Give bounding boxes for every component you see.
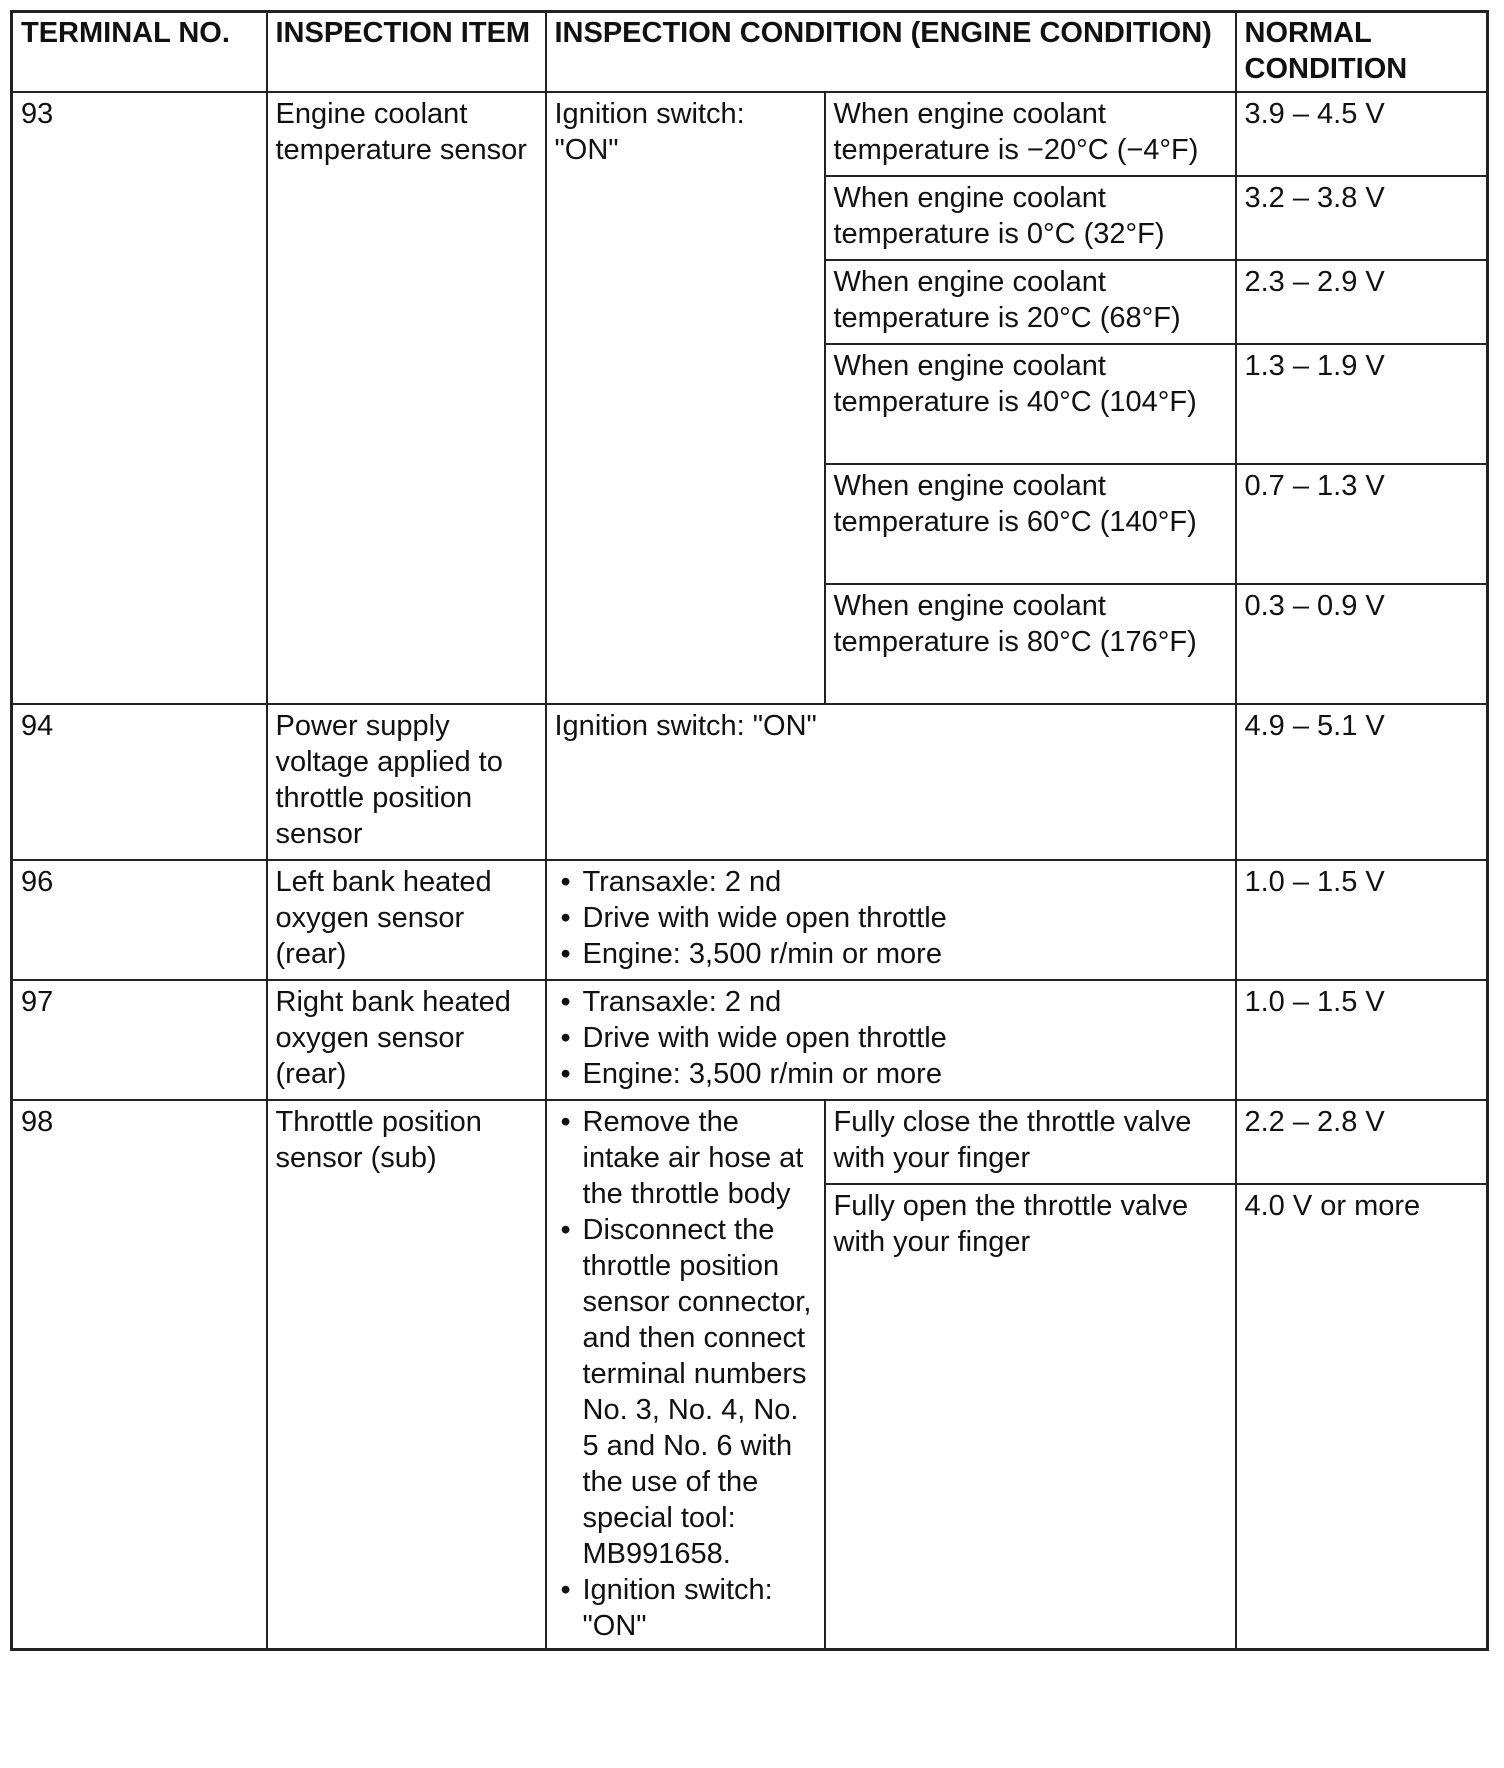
item-cell: Power supply voltage applied to throttle position sensor <box>267 704 546 860</box>
condition-bullet-list <box>555 1104 816 1644</box>
condition-bullet: • Transaxle: 2 nd <box>583 864 1227 900</box>
table-row <box>12 1100 1488 1184</box>
header-inspection-condition: INSPECTION CONDITION (ENGINE CONDITION) <box>546 12 1236 93</box>
normal-cell: 0.7 – 1.3 V <box>1236 464 1488 584</box>
table-row <box>12 704 1488 860</box>
condition-cell <box>546 860 1236 980</box>
normal-cell: 1.3 – 1.9 V <box>1236 344 1488 464</box>
condition-bullet: • Disconnect the throttle position sensor connector, and then connect terminal numbers No. 3, No. 4, No. 5 and No. 6 with the use of the special tool: MB991658. <box>583 1212 816 1572</box>
table-row <box>12 92 1488 176</box>
condition-bullet: • Drive with wide open throttle <box>583 1020 1227 1056</box>
inspection-sheet <box>10 10 1486 1651</box>
item-cell: Engine coolant temperature sensor <box>267 92 546 704</box>
header-normal-condition: NORMAL CONDITION <box>1236 12 1488 93</box>
condition-bullet-list <box>555 864 1227 972</box>
sub-condition-cell: When engine coolant temperature is 20°C (68°F) <box>825 260 1236 344</box>
normal-cell: 3.9 – 4.5 V <box>1236 92 1488 176</box>
condition-cell: Ignition switch: "ON" <box>546 704 1236 860</box>
condition-cell <box>546 980 1236 1100</box>
sub-condition-cell: Fully close the throttle valve with your finger <box>825 1100 1236 1184</box>
sub-condition-cell: When engine coolant temperature is 0°C (32°F) <box>825 176 1236 260</box>
condition-cell <box>546 1100 825 1650</box>
item-cell: Right bank heated oxygen sensor (rear) <box>267 980 546 1100</box>
normal-cell: 0.3 – 0.9 V <box>1236 584 1488 704</box>
sub-condition-cell: When engine coolant temperature is 40°C (104°F) <box>825 344 1236 464</box>
condition-cell: Ignition switch: "ON" <box>546 92 825 704</box>
terminal-cell: 97 <box>12 980 267 1100</box>
condition-bullet: • Engine: 3,500 r/min or more <box>583 1056 1227 1092</box>
header-inspection-item: INSPECTION ITEM <box>267 12 546 93</box>
table-row <box>12 980 1488 1100</box>
sub-condition-cell: When engine coolant temperature is 60°C (140°F) <box>825 464 1236 584</box>
table-row <box>12 860 1488 980</box>
header-terminal-no: TERMINAL NO. <box>12 12 267 93</box>
terminal-inspection-table <box>10 10 1489 1651</box>
normal-cell: 1.0 – 1.5 V <box>1236 980 1488 1100</box>
normal-cell: 2.2 – 2.8 V <box>1236 1100 1488 1184</box>
normal-cell: 4.9 – 5.1 V <box>1236 704 1488 860</box>
normal-cell: 2.3 – 2.9 V <box>1236 260 1488 344</box>
condition-bullet: • Transaxle: 2 nd <box>583 984 1227 1020</box>
condition-bullet: • Drive with wide open throttle <box>583 900 1227 936</box>
condition-bullet: • Remove the intake air hose at the throttle body <box>583 1104 816 1212</box>
item-cell: Left bank heated oxygen sensor (rear) <box>267 860 546 980</box>
sub-condition-cell: When engine coolant temperature is 80°C (176°F) <box>825 584 1236 704</box>
terminal-cell: 98 <box>12 1100 267 1650</box>
normal-cell: 1.0 – 1.5 V <box>1236 860 1488 980</box>
terminal-cell: 93 <box>12 92 267 704</box>
condition-bullet: • Engine: 3,500 r/min or more <box>583 936 1227 972</box>
terminal-cell: 96 <box>12 860 267 980</box>
normal-cell: 4.0 V or more <box>1236 1184 1488 1650</box>
header-row <box>12 12 1488 93</box>
sub-condition-cell: Fully open the throttle valve with your finger <box>825 1184 1236 1650</box>
condition-bullet: • Ignition switch: "ON" <box>583 1572 816 1644</box>
condition-bullet-list <box>555 984 1227 1092</box>
sub-condition-cell: When engine coolant temperature is −20°C (−4°F) <box>825 92 1236 176</box>
item-cell: Throttle position sensor (sub) <box>267 1100 546 1650</box>
normal-cell: 3.2 – 3.8 V <box>1236 176 1488 260</box>
terminal-cell: 94 <box>12 704 267 860</box>
